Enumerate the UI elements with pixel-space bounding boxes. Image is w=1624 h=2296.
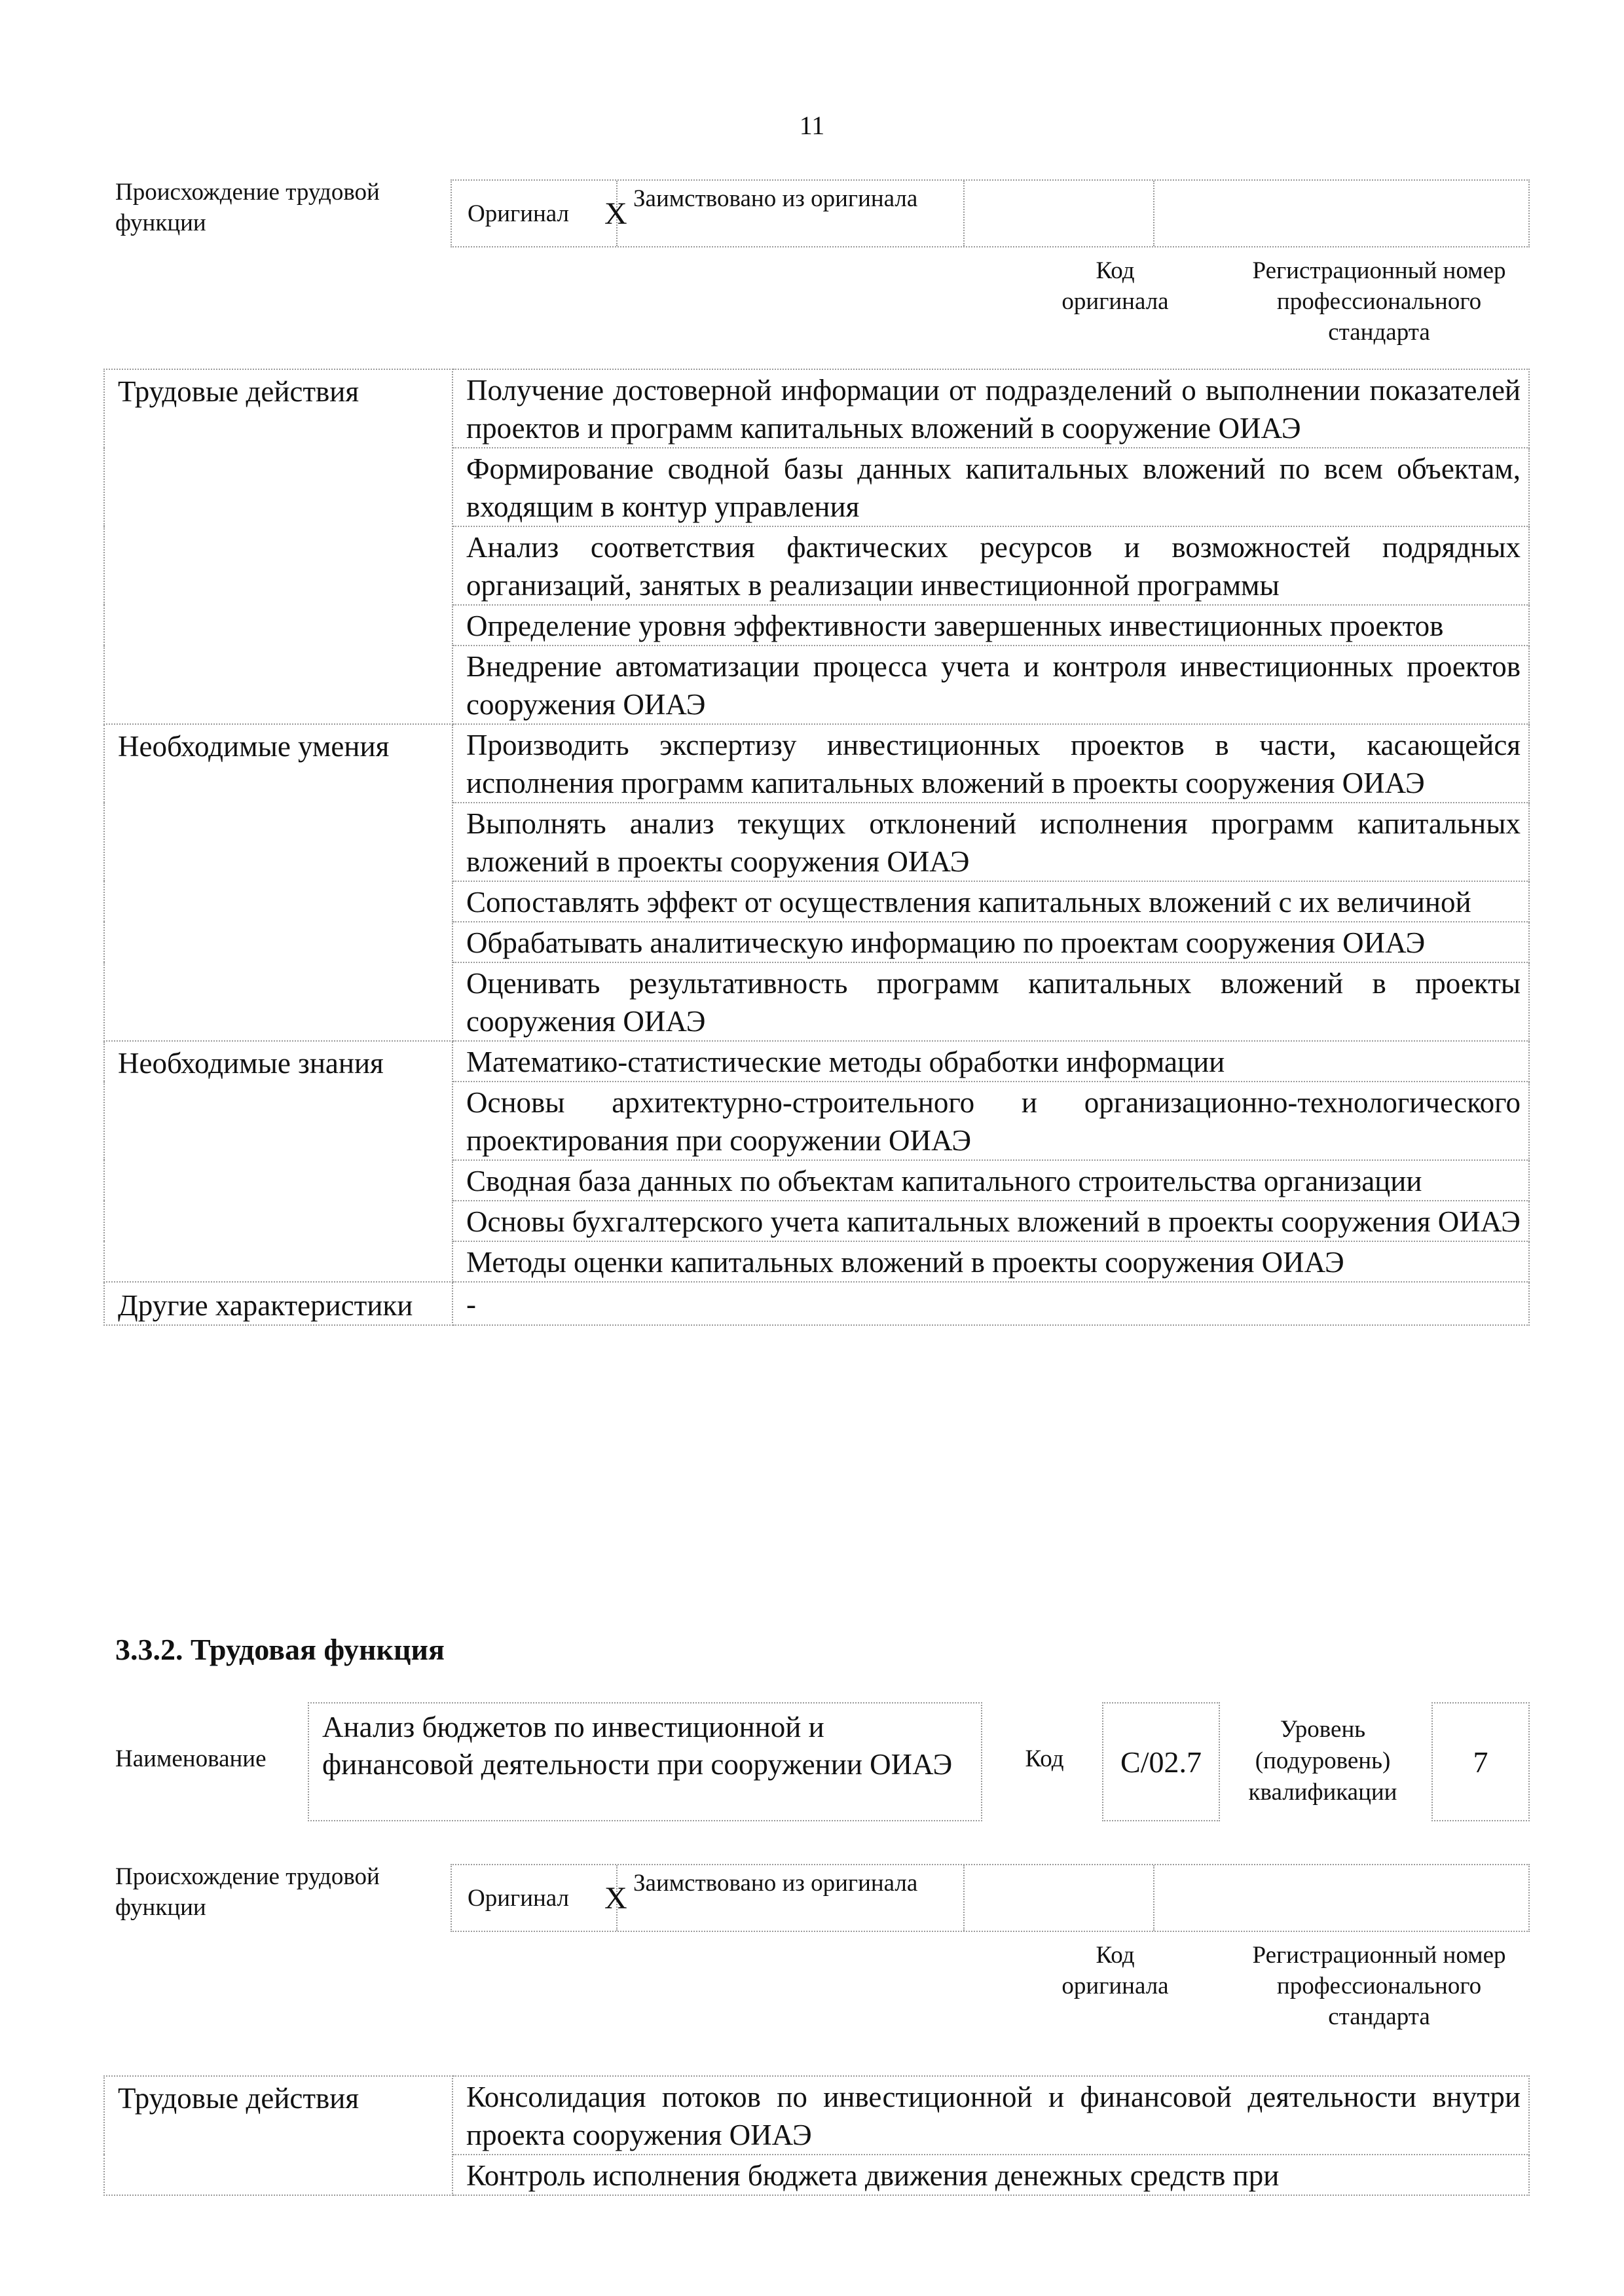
original-code-cell (965, 1865, 1154, 1931)
table-cell: Производить экспертизу инвестиционных проектов в части, касающейся исполнения программ капитальных вложений в проекты сооружения ОИАЭ (452, 724, 1529, 803)
original-code-caption: Код оригинала (1061, 1942, 1169, 1999)
origin-block-top (115, 177, 1530, 354)
origin-box (451, 179, 1530, 247)
table-row (104, 1282, 1529, 1325)
table-cell: - (452, 1282, 1529, 1325)
code-label: Код (1025, 1745, 1064, 1772)
original-code-cell (965, 181, 1154, 246)
original-mark: X (604, 196, 627, 231)
labor-function-table (103, 369, 1530, 1326)
borrowed-cell: Заимствовано из оригинала (618, 1865, 965, 1931)
original-cell (452, 181, 627, 246)
row-group-header: Трудовые действия (104, 2076, 452, 2195)
origin-block-bottom (115, 1861, 1530, 2038)
row-group-header: Необходимые знания (104, 1041, 452, 1282)
table-cell: Обрабатывать аналитическую информацию по проектам сооружения ОИАЭ (452, 922, 1529, 962)
registration-number-caption: Регистрационный номер профессионального стандарта (1252, 257, 1506, 346)
table-cell: Математико-статистические методы обработки информации (452, 1041, 1529, 1082)
original-mark: X (604, 1880, 627, 1916)
table-cell: Получение достоверной информации от подразделений о выполнении показателей проектов и программ капитальных вложений в сооружение ОИАЭ (452, 369, 1529, 448)
qualification-level-label: Уровень (подуровень) квалификации (1248, 1716, 1397, 1806)
table-row (104, 1041, 1529, 1082)
function-name-value: Анализ бюджетов по инвестиционной и финансовой деятельности при сооружении ОИАЭ (308, 1702, 982, 1821)
table-row (104, 369, 1529, 448)
name-label: Наименование (115, 1745, 267, 1772)
origin-label: Происхождение трудовой функции (115, 179, 380, 236)
table-cell: Оценивать результативность программ капитальных вложений в проекты сооружения ОИАЭ (452, 962, 1529, 1041)
row-group-header: Трудовые действия (104, 369, 452, 724)
table-cell: Сводная база данных по объектам капитального строительства организации (452, 1160, 1529, 1201)
table-cell: Консолидация потоков по инвестиционной и финансовой деятельности внутри проекта сооружения ОИАЭ (452, 2076, 1529, 2155)
table-row (104, 724, 1529, 803)
table-cell: Анализ соответствия фактических ресурсов и возможностей подрядных организаций, занятых в реализации инвестиционной программы (452, 526, 1529, 605)
original-code-caption: Код оригинала (1061, 257, 1169, 315)
table-cell: Контроль исполнения бюджета движения денежных средств при (452, 2155, 1529, 2195)
table-cell: Внедрение автоматизации процесса учета и контроля инвестиционных проектов сооружения ОИАЭ (452, 646, 1529, 724)
registration-number-cell (1154, 181, 1528, 246)
origin-label: Происхождение трудовой функции (115, 1863, 380, 1921)
borrowed-cell: Заимствовано из оригинала (618, 181, 965, 246)
table-cell: Определение уровня эффективности завершенных инвестиционных проектов (452, 605, 1529, 646)
row-group-header: Необходимые умения (104, 724, 452, 1041)
table-cell: Основы бухгалтерского учета капитальных вложений в проекты сооружения ОИАЭ (452, 1201, 1529, 1241)
table-cell: Основы архитектурно-строительного и организационно-технологического проектирования при сооружении ОИАЭ (452, 1082, 1529, 1160)
original-cell (452, 1865, 627, 1931)
original-label: Оригинал (468, 1884, 570, 1912)
table-cell: Формирование сводной базы данных капитальных вложений по всем объектам, входящим в контур управления (452, 448, 1529, 526)
qualification-level-value: 7 (1431, 1702, 1530, 1821)
registration-number-cell (1154, 1865, 1528, 1931)
section-heading: 3.3.2. Трудовая функция (115, 1633, 445, 1666)
table-row (104, 2076, 1529, 2155)
registration-number-caption: Регистрационный номер профессионального стандарта (1252, 1942, 1506, 2030)
original-label: Оригинал (468, 200, 570, 227)
row-group-header: Другие характеристики (104, 1282, 452, 1325)
page-number: 11 (799, 111, 825, 140)
table-cell: Выполнять анализ текущих отклонений исполнения программ капитальных вложений в проекты сооружения ОИАЭ (452, 803, 1529, 881)
origin-box (451, 1864, 1530, 1932)
table-cell: Методы оценки капитальных вложений в проекты сооружения ОИАЭ (452, 1241, 1529, 1282)
code-value: С/02.7 (1102, 1702, 1220, 1821)
table-cell: Сопоставлять эффект от осуществления капитальных вложений с их величиной (452, 881, 1529, 922)
labor-actions-table (103, 2075, 1530, 2196)
